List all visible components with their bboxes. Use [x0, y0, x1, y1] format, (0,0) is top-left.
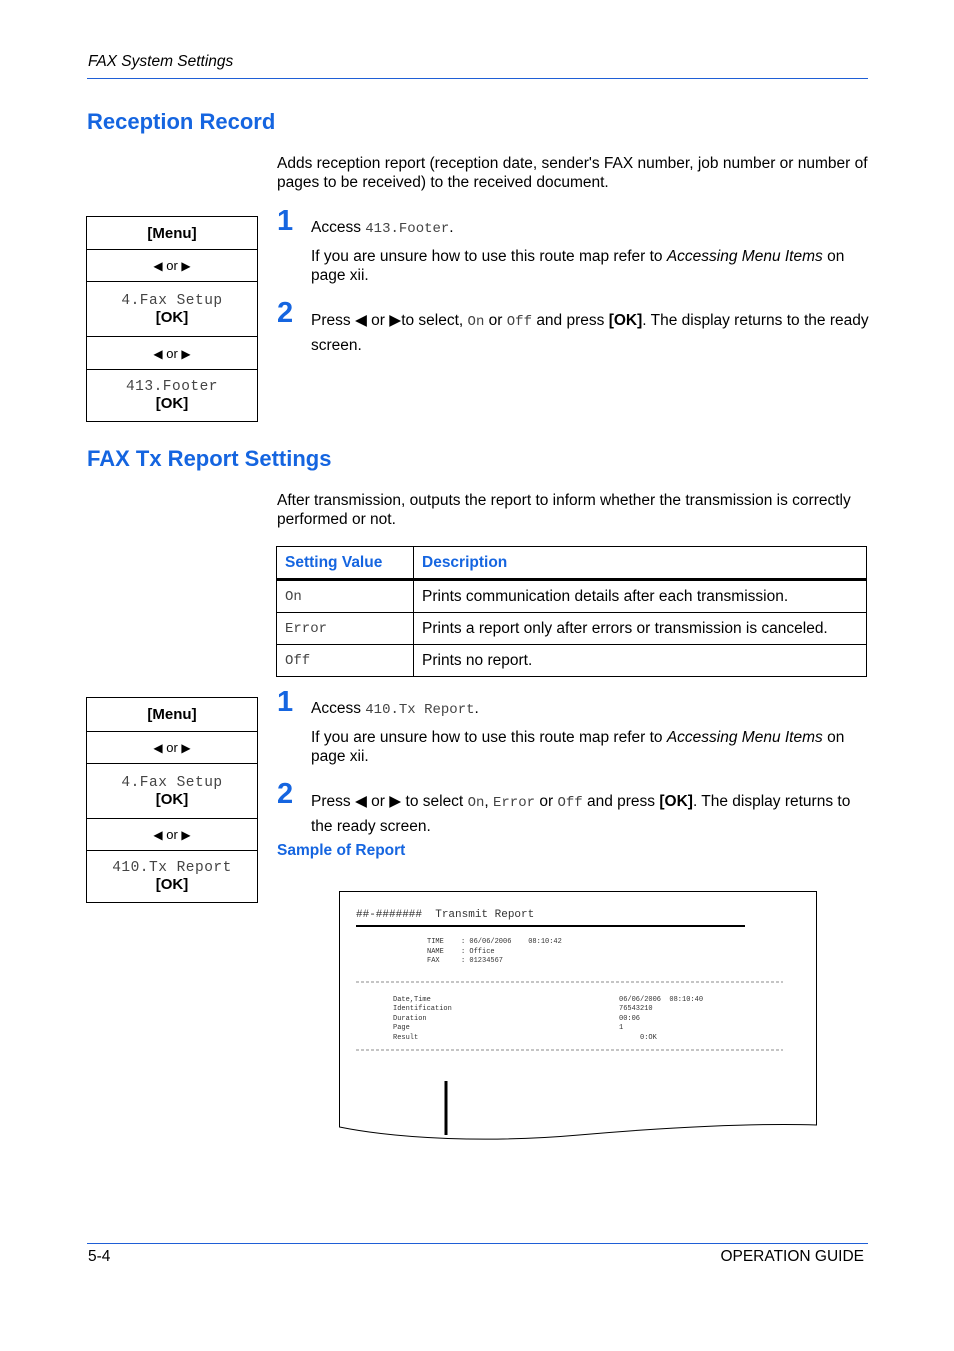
report-sample — [339, 891, 818, 1141]
right-triangle-icon: ▶ — [389, 312, 402, 329]
table-row — [277, 613, 867, 645]
guide-title: OPERATION GUIDE — [720, 1248, 864, 1265]
and-press-label: and press — [536, 312, 605, 329]
step-text: Access 410.Tx Report. — [311, 700, 479, 718]
route-map-code: 413.Footer — [125, 379, 218, 395]
report-title: ##-####### Transmit Report — [356, 909, 535, 921]
step-menu-code: 413.Footer — [365, 221, 450, 237]
route-map-ok: [OK] — [155, 395, 189, 412]
section-intro: After transmission, outputs the report to inform whether the transmission is correctly performed or not. — [277, 492, 851, 528]
report-header-label: NAME — [427, 948, 444, 956]
step-access-label: Access — [311, 700, 361, 717]
table-header: Setting Value — [277, 547, 414, 580]
setting-value: Error — [277, 613, 414, 645]
route-map — [86, 697, 258, 903]
section-heading-reception-record: Reception Record — [87, 109, 276, 134]
report-row-label: Page — [393, 1024, 410, 1032]
step-text: Press ◀ or ▶ to select On, Error or Off and press [OK]. The display returns to the ready screen. — [311, 793, 851, 835]
setting-value: Off — [277, 645, 414, 677]
route-map-nav — [87, 336, 257, 369]
left-triangle-icon: ◀ — [153, 828, 163, 842]
settings-table — [276, 546, 867, 677]
route-map-item — [87, 281, 257, 336]
header-rule — [87, 78, 868, 79]
nav-or-label: or — [166, 345, 178, 361]
option-error: Error — [493, 795, 536, 811]
route-map-nav — [87, 731, 257, 763]
left-triangle-icon: ◀ — [354, 312, 367, 329]
report-row-label: Result — [393, 1034, 419, 1042]
option-on: On — [467, 795, 485, 811]
report-row-value: 1 — [619, 1024, 624, 1032]
ok-key: [OK] — [608, 312, 643, 329]
step-number: 1 — [277, 205, 294, 237]
route-map-code: 4.Fax Setup — [121, 774, 223, 791]
to-select-label: to select, — [401, 312, 464, 329]
section-intro: Adds reception report (reception date, sender's FAX number, job number or number of pages to be received) to the received document. — [277, 155, 868, 191]
help-text: If you are unsure how to use this route map refer to — [311, 248, 663, 265]
left-triangle-icon: ◀ — [153, 259, 163, 273]
or-label: or — [488, 312, 503, 329]
route-map-code: 4.Fax Setup — [121, 292, 223, 309]
to-select-label: to select — [405, 793, 464, 810]
setting-value: On — [277, 580, 414, 613]
or-label: or — [371, 312, 385, 329]
footer-rule — [87, 1243, 868, 1244]
table-header: Description — [414, 547, 867, 580]
route-map-menu: [Menu] — [147, 706, 197, 723]
route-map — [86, 216, 258, 422]
nav-or-label: or — [166, 258, 178, 273]
help-reference: Accessing Menu Items — [666, 248, 823, 265]
report-header-label: FAX — [427, 957, 440, 965]
right-triangle-icon: ▶ — [389, 793, 402, 810]
table-row — [277, 645, 867, 677]
report-row-value: 76543210 — [619, 1005, 653, 1013]
step-help-text — [311, 247, 869, 285]
ok-key: [OK] — [659, 793, 693, 810]
option-on: On — [467, 314, 485, 330]
route-map-ok: [OK] — [155, 790, 189, 808]
report-row-label: Duration — [393, 1015, 427, 1023]
route-map-ok: [OK] — [155, 308, 189, 326]
page-header-title: FAX System Settings — [88, 53, 234, 70]
report-row-label: Date,Time — [393, 996, 431, 1004]
step-access-label: Access — [311, 219, 361, 236]
step-tail: . The display returns to the ready screen. — [311, 793, 851, 835]
option-off: Off — [557, 795, 583, 811]
help-text: If you are unsure how to use this route map refer to — [311, 729, 663, 746]
step-number: 1 — [277, 686, 294, 718]
route-map-ok: [OK] — [155, 876, 189, 893]
route-map-item — [87, 369, 257, 421]
right-triangle-icon: ▶ — [181, 828, 191, 842]
or-label: or — [371, 793, 385, 810]
step-text — [311, 309, 869, 357]
step-press-label: Press — [311, 312, 351, 329]
left-triangle-icon: ◀ — [354, 793, 367, 810]
section-heading-fax-tx-report: FAX Tx Report Settings — [87, 446, 332, 471]
setting-description: Prints a report only after errors or transmission is canceled. — [414, 613, 867, 645]
step-number: 2 — [277, 778, 294, 810]
report-header-value: : Office — [461, 948, 495, 956]
left-triangle-icon: ◀ — [153, 741, 163, 755]
right-triangle-icon: ▶ — [181, 741, 191, 755]
route-map-nav — [87, 818, 257, 850]
report-header-value: : 06/06/2006 08:10:42 — [461, 938, 562, 946]
step-text: Access 413.Footer. — [311, 219, 454, 237]
step-tail: . The display returns to the ready screen. — [311, 312, 869, 354]
option-off: Off — [506, 314, 532, 330]
or-label: or — [539, 793, 554, 810]
report-header-value: : 01234567 — [461, 957, 504, 965]
step-number: 2 — [277, 297, 294, 329]
help-page: on page xii. — [311, 248, 845, 284]
right-triangle-icon: ▶ — [181, 346, 191, 361]
nav-or-label: or — [166, 827, 178, 842]
step-menu-code: 410.Tx Report — [365, 702, 475, 718]
right-triangle-icon: ▶ — [181, 259, 191, 273]
and-press-label: and press — [586, 793, 656, 810]
report-row-value: 06/06/2006 08:10:40 — [619, 996, 704, 1004]
left-triangle-icon: ◀ — [153, 346, 163, 361]
nav-or-label: or — [166, 740, 178, 755]
step-help-text — [311, 728, 869, 766]
page-number: 5-4 — [88, 1248, 111, 1265]
table-row — [277, 580, 867, 613]
sample-report-title: Sample of Report — [277, 842, 406, 859]
setting-description: Prints no report. — [414, 645, 867, 677]
route-map-menu: [Menu] — [147, 224, 197, 242]
setting-description: Prints communication details after each transmission. — [414, 580, 867, 613]
help-reference: Accessing Menu Items — [666, 729, 823, 746]
report-row-label: Identification — [393, 1005, 452, 1013]
route-map-nav — [87, 249, 257, 281]
route-map-item — [87, 850, 257, 902]
report-row-value: 0:OK — [619, 1034, 657, 1042]
route-map-item — [87, 763, 257, 818]
report-header-label: TIME — [427, 938, 444, 946]
route-map-code: 410.Tx Report — [112, 860, 232, 876]
table-header-row — [277, 547, 867, 580]
report-row-value: 00:06 — [619, 1015, 641, 1023]
help-page: on page xii. — [311, 729, 845, 765]
step-press-label: Press — [311, 793, 351, 810]
